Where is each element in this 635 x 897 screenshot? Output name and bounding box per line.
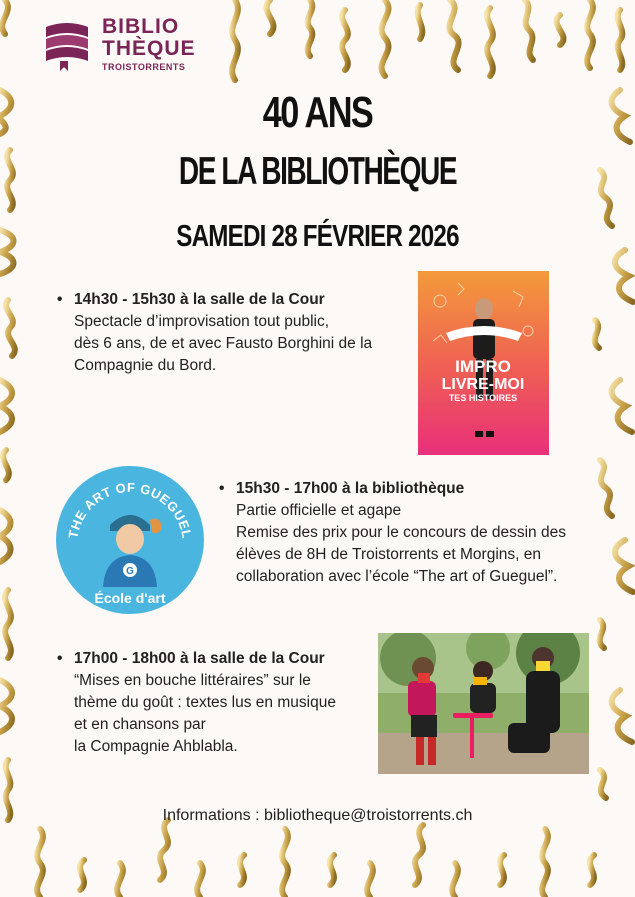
impro-poster-image	[418, 271, 549, 455]
contact-information: Informations : bibliotheque@troistorrents.ch	[162, 807, 473, 824]
event-time: 15h30 - 17h00 à la bibliothèque	[236, 480, 465, 497]
event-description-line: thème du goût : textes lus en musique	[74, 694, 336, 711]
bibliotheque-logo	[40, 15, 200, 75]
logo-line2: THÈQUE	[102, 37, 196, 60]
bullet-icon: •	[57, 291, 63, 308]
badge-bottom-text: École d'art	[94, 590, 166, 606]
event-item	[57, 289, 373, 377]
event-item	[57, 648, 336, 758]
art-of-gueguel-badge	[55, 465, 205, 615]
bullet-icon: •	[57, 650, 63, 667]
bullet-icon: •	[219, 480, 225, 497]
event-description-line: et en chansons par	[74, 716, 206, 733]
title-anniversary: 40 ANS	[262, 88, 373, 137]
event-description-line: élèves de 8H de Troistorrents et Morgins, en	[236, 546, 541, 563]
svg-text:G: G	[126, 566, 134, 577]
poster-title-line3: TES HISTOIRES	[448, 393, 518, 403]
event-date: SAMEDI 28 FÉVRIER 2026	[176, 218, 459, 253]
event-description-line: Compagnie du Bord.	[74, 357, 217, 374]
event-item	[219, 478, 566, 588]
logo-line3: TROISTORRENTS	[102, 62, 186, 72]
event-description-line: collaboration avec l’école “The art of Gueguel”.	[236, 568, 558, 585]
books-icon	[40, 17, 94, 71]
title-library: DE LA BIBLIOTHÈQUE	[178, 150, 457, 193]
event-description-line: Partie officielle et agape	[236, 502, 402, 519]
poster-title-line1: IMPRO	[455, 357, 511, 376]
poster-title-line2: LIVRE-MOI	[441, 376, 525, 393]
logo-line1: BIBLIO	[102, 15, 180, 38]
event-description-line: Spectacle d’improvisation tout public,	[74, 313, 330, 330]
event-description-line: Remise des prix pour le concours de dessin des	[236, 524, 566, 541]
badge-arc-text: THE ART OF GUEGUEL	[65, 479, 195, 540]
event-time: 14h30 - 15h30 à la salle de la Cour	[74, 291, 325, 308]
event-description-line: “Mises en bouche littéraires” sur le	[74, 672, 311, 689]
event-description-line: dès 6 ans, de et avec Fausto Borghini de la	[74, 335, 373, 352]
event-description-line: la Compagnie Ahblabla.	[74, 738, 238, 755]
event-time: 17h00 - 18h00 à la salle de la Cour	[74, 650, 325, 667]
theatre-company-photo	[378, 633, 589, 774]
